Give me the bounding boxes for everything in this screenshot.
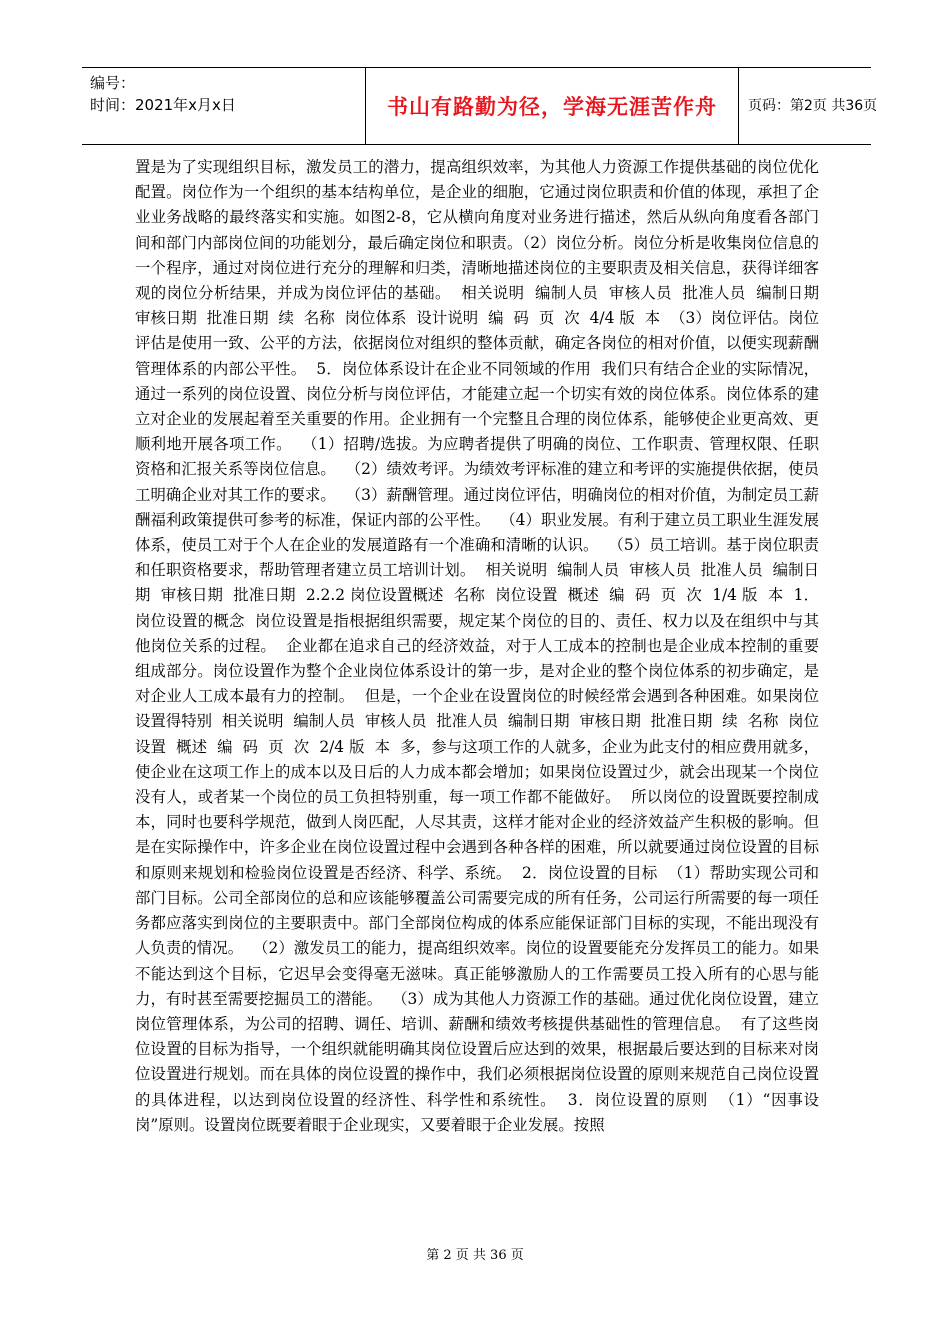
document-number-label: 编号： <box>90 74 136 92</box>
header-motto: 书山有路勤为径，学海无涯苦作舟 <box>365 68 739 144</box>
header-meta <box>90 72 290 116</box>
body-paragraph: 置是为了实现组织目标，激发员工的潜力，提高组织效率，为其他人力资源工作提供基础的岗位优化配置。岗位作为一个组织的基本结构单位，是企业的细胞，它通过岗位职责和价值的体现，承担了企业业务战略的最终落实和实施。如图2-8，它从横向角度对业务进行描述，然后从纵向角度看各部门间和部门内部岗位间的功能划分，最后确定岗位和职责。（2）岗位分析。岗位分析是收集岗位信息的一个程序，通过对岗位进行充分的理解和归类，清晰地描述岗位的主要职责及相关信息，获得详细客观的岗位分析结果，并成为岗位评估的基础。 相关说明 编制人员 审核人员 批准人员 编制日期 审核日期 批准日期 续 名称 岗位体系 设计说明 编 码 页 次 4/4 版 本 （3）岗位评估。岗位评估是使用一致、公平的方法，依据岗位对组织的整体贡献，确定各岗位的相对价值，以便实现薪酬管理体系的内部公平性。 5．岗位体系设计在企业不同领域的作用 我们只有结合企业的实际情况，通过一系列的岗位设置、岗位分析与岗位评估，才能建立起一个切实有效的岗位体系。岗位体系的建立对企业的发展起着至关重要的作用。企业拥有一个完整且合理的岗位体系，能够使企业更高效、更顺利地开展各项工作。 （1）招聘/选拔。为应聘者提供了明确的岗位、工作职责、管理权限、任职资格和汇报关系等岗位信息。 （2）绩效考评。为绩效考评标准的建立和考评的实施提供依据，使员工明确企业对其工作的要求。 （3）薪酬管理。通过岗位评估，明确岗位的相对价值，为制定员工薪酬福利政策提供可参考的标准，保证内部的公平性。 （4）职业发展。有利于建立员工职业生涯发展体系，使员工对于个人在企业的发展道路有一个准确和清晰的认识。 （5）员工培训。基于岗位职责和任职资格要求，帮助管理者建立员工培训计划。 相关说明 编制人员 审核人员 批准人员 编制日期 审核日期 批准日期 2.2.2 岗位设置概述 名称 岗位设置 概述 编 码 页 次 1/4 版 本 1．岗位设置的概念 岗位设置是指根据组织需要，规定某个岗位的目的、责任、权力以及在组织中与其他岗位关系的过程。 企业都在追求自己的经济效益，对于人工成本的控制也是企业成本控制的重要组成部分。岗位设置作为整个企业岗位体系设计的第一步，是对企业的整个岗位体系的初步确定，是对企业人工成本最有力的控制。 但是，一个企业在设置岗位的时候经常会遇到各种困难。如果岗位设置得特别 相关说明 编制人员 审核人员 批准人员 编制日期 审核日期 批准日期 续 名称 岗位设置 概述 编 码 页 次 2/4 版 本 多，参与这项工作的人就多，企业为此支付的相应费用就多，使企业在这项工作上的成本以及日后的人力成本都会增加；如果岗位设置过少，就会出现某一个岗位没有人，或者某一个岗位的员工负担特别重，每一项工作都不能做好。 所以岗位的设置既要控制成本，同时也要科学规范，做到人岗匹配，人尽其责，这样才能对企业的经济效益产生积极的影响。但是在实际操作中，许多企业在岗位设置过程中会遇到各种各样的困难，所以就要通过岗位设置的目标和原则来规划和检验岗位设置是否经济、科学、系统。 2．岗位设置的目标 （1）帮助实现公司和部门目标。公司全部岗位的总和应该能够覆盖公司需要完成的所有任务，公司运行所需要的每一项任务都应落实到岗位的主要职责中。部门全部岗位构成的体系应能保证部门目标的实现，不能出现没有人负责的情况。 （2）激发员工的能力，提高组织效率。岗位的设置要能充分发挥员工的能力。如果不能达到这个目标，它迟早会变得毫无滋味。真正能够激励人的工作需要员工投入所有的心思与能力，有时甚至需要挖掘员工的潜能。 （3）成为其他人力资源工作的基础。通过优化岗位设置，建立岗位管理体系，为公司的招聘、调任、培训、薪酬和绩效考核提供基础性的管理信息。 有了这些岗位设置的目标为指导，一个组织就能明确其岗位设置后应达到的效果，根据最后要达到的目标来对岗位设置进行规划。而在具体的岗位设置的操作中，我们必须根据岗位设置的原则来规范自己岗位设置的具体进程，以达到岗位设置的经济性、科学性和系统性。 3．岗位设置的原则 （1）“因事设岗”原则。设置岗位既要着眼于企业现实，又要着眼于企业发展。按照 <box>135 158 829 1134</box>
document-time-label: 时间：2021年x月x日 <box>90 96 236 114</box>
page-footer: 第 2 页 共 36 页 <box>426 1248 524 1263</box>
header-page-info: 页码：第2页 共36页 <box>748 98 878 114</box>
page-header <box>82 67 878 145</box>
